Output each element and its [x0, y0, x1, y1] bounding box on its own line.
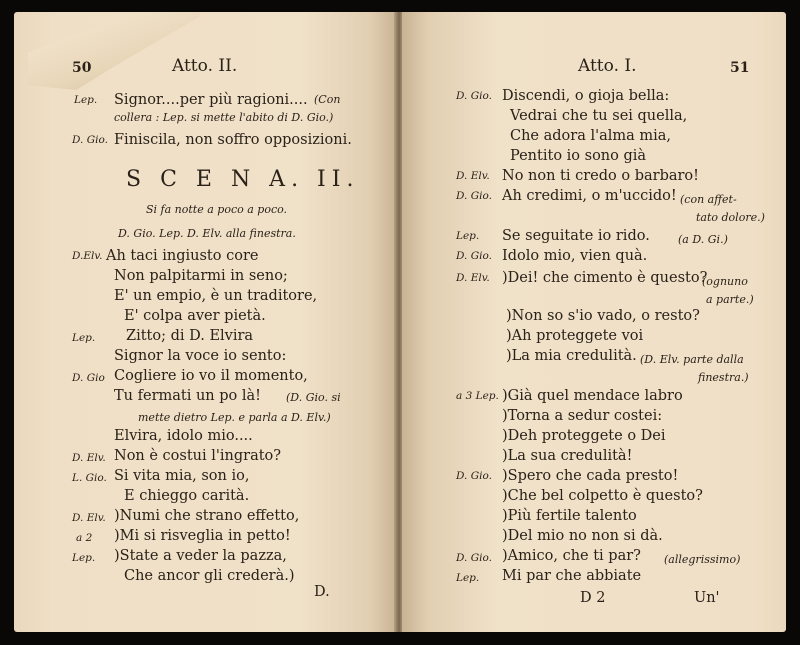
speaker: D. Elv. — [72, 452, 106, 464]
catchword: Un' — [694, 590, 720, 606]
verse-line: Che ancor gli crederà.) — [124, 568, 295, 584]
verse-line: Pentito io sono già — [510, 148, 647, 164]
verse-line: Signor la voce io sento: — [114, 348, 287, 364]
stage-direction: mette dietro Lep. e parla a D. Elv.) — [138, 411, 331, 424]
stage-direction: (D. Gio. si — [286, 391, 341, 404]
scene-title: S C E N A. II. — [126, 167, 360, 192]
speaker: D. Gio. — [456, 250, 492, 262]
verse-line: Cogliere io vo il momento, — [114, 368, 308, 384]
verse-line: Ah taci ingiusto core — [106, 248, 259, 264]
signature-mark: D 2 — [580, 590, 606, 606]
folded-page-corner — [28, 12, 200, 90]
verse-line: )Non so s'io vado, o resto? — [506, 308, 700, 324]
stage-direction: collera : Lep. si mette l'abito di D. Gio.) — [114, 111, 334, 124]
left-page-number: 50 — [72, 60, 92, 76]
speaker: D.Elv. — [72, 250, 103, 262]
speaker: D. Gio. — [456, 90, 492, 102]
stage-direction: tato dolore.) — [696, 211, 765, 224]
verse-line: E chieggo carità. — [124, 488, 250, 504]
speaker: D. Gio. — [72, 134, 108, 146]
speaker: Lep. — [74, 94, 98, 106]
verse-line: E' un empio, è un traditore, — [114, 288, 318, 304]
verse-line: )Amico, che ti par? — [502, 548, 641, 564]
stage-direction: (Con — [314, 93, 341, 106]
stage-direction: (allegrissimo) — [664, 553, 741, 566]
stage-direction: (ognuno — [702, 275, 748, 288]
verse-line: )Che bel colpetto è questo? — [502, 488, 703, 504]
speaker: D. Elv. — [456, 170, 490, 182]
right-page — [402, 12, 786, 632]
verse-line: )Deh proteggete o Dei — [502, 428, 666, 444]
verse-line: Signor....per più ragioni.... — [114, 92, 308, 108]
speaker: D. Elv. — [72, 512, 106, 524]
right-page-number: 51 — [730, 60, 750, 76]
speaker: Lep. — [456, 230, 480, 242]
verse-line: Zitto; di D. Elvira — [126, 328, 254, 344]
speaker: D. Elv. — [456, 272, 490, 284]
speaker: Lep. — [72, 332, 96, 344]
verse-line: Non è costui l'ingrato? — [114, 448, 282, 464]
scene-direction: Si fa notte a poco a poco. — [146, 203, 288, 216]
verse-line: )Torna a sedur costei: — [502, 408, 663, 424]
catchword: D. — [314, 584, 330, 600]
stage-direction: (a D. Gi.) — [678, 233, 728, 246]
verse-line: Si vita mia, son io, — [114, 468, 250, 484]
stage-direction: (D. Elv. parte dalla — [640, 353, 744, 366]
verse-line: )Mi si risveglia in petto! — [114, 528, 291, 544]
verse-line: )Già quel mendace labro — [502, 388, 683, 404]
verse-line: )State a veder la pazza, — [114, 548, 287, 564]
verse-line: E' colpa aver pietà. — [124, 308, 266, 324]
verse-line: Ah credimi, o m'uccido! — [502, 188, 677, 204]
verse-line: )La mia credulità. — [506, 348, 637, 364]
verse-line: Idolo mio, vien quà. — [502, 248, 648, 264]
verse-line: )Del mio no non si dà. — [502, 528, 663, 544]
verse-line: Vedrai che tu sei quella, — [510, 108, 688, 124]
stage-direction: a parte.) — [706, 293, 754, 306]
verse-line: Tu fermati un po là! — [114, 388, 261, 404]
verse-line: )La sua credulità! — [502, 448, 633, 464]
left-running-head: Atto. II. — [172, 56, 238, 76]
speaker: L. Gio. — [72, 472, 107, 484]
scene-characters: D. Gio. Lep. D. Elv. alla finestra. — [118, 227, 296, 240]
verse-line: No non ti credo o barbaro! — [502, 168, 699, 184]
verse-line: Discendi, o gioja bella: — [502, 88, 670, 104]
verse-line: )Dei! che cimento è questo? — [502, 270, 708, 286]
speaker: D. Gio — [72, 372, 105, 384]
verse-line: )Numi che strano effetto, — [114, 508, 300, 524]
open-book — [14, 12, 786, 632]
speaker: Lep. — [456, 572, 480, 584]
verse-line: Non palpitarmi in seno; — [114, 268, 288, 284]
verse-line: Finiscila, non soffro opposizioni. — [114, 132, 352, 148]
verse-line: )Più fertile talento — [502, 508, 637, 524]
stage-direction: finestra.) — [698, 371, 749, 384]
stage-direction: (con affet- — [680, 193, 737, 206]
verse-line: Mi par che abbiate — [502, 568, 642, 584]
speaker: D. Gio. — [456, 470, 492, 482]
speaker: a 2 — [76, 532, 93, 544]
verse-line: Se seguitate io rido. — [502, 228, 650, 244]
verse-line: )Spero che cada presto! — [502, 468, 679, 484]
speaker: a 3 Lep. — [456, 390, 499, 402]
right-running-head: Atto. I. — [578, 56, 637, 76]
speaker: D. Gio. — [456, 552, 492, 564]
verse-line: Che adora l'alma mia, — [510, 128, 672, 144]
speaker: Lep. — [72, 552, 96, 564]
verse-line: Elvira, idolo mio.... — [114, 428, 253, 444]
left-page — [14, 12, 396, 632]
verse-line: )Ah proteggete voi — [506, 328, 644, 344]
speaker: D. Gio. — [456, 190, 492, 202]
